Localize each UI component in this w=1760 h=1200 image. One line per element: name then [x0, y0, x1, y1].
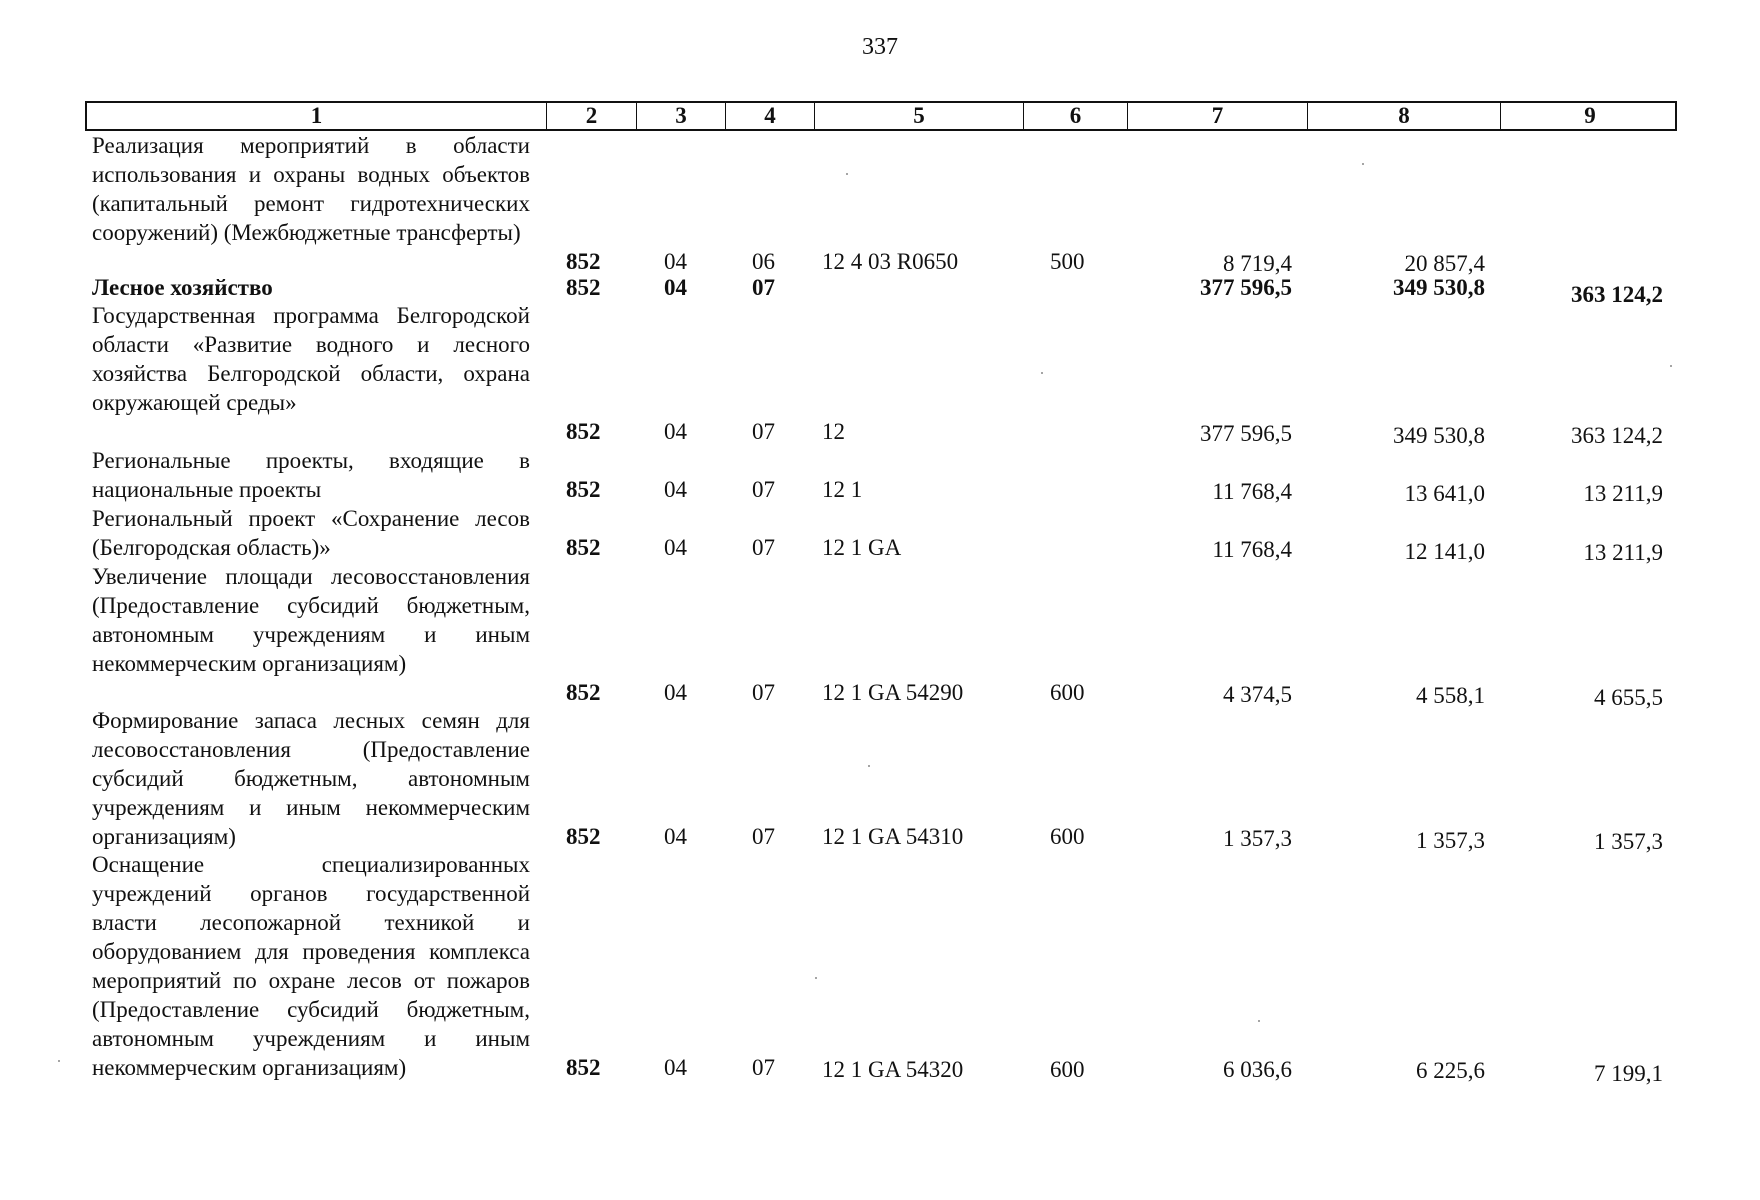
cell-code-2: 852 [566, 249, 601, 274]
cell-value-7: 11 768,4 [1212, 479, 1292, 504]
row-description: Реализация мероприятий в области использования и охраны водных объектов (капитальный ремонт гидротехнических сооружений) (Межбюджетные трансферты) [92, 133, 530, 245]
scan-speck [1362, 163, 1364, 165]
cell-code-3: 04 [664, 535, 687, 560]
scan-speck [846, 173, 848, 175]
cell-code-5: 12 1 GA 54310 [822, 824, 964, 849]
cell-code-3: 04 [664, 477, 687, 502]
header-cell: 4 [725, 103, 814, 129]
row-description: Государственная программа Белгородской области «Развитие водного и лесного хозяйства Белгородской области, охрана окружающей среды» [92, 303, 530, 415]
cell-code-2: 852 [566, 275, 601, 300]
cell-code-4: 07 [752, 275, 775, 300]
cell-code-4: 07 [752, 477, 775, 502]
cell-code-4: 07 [752, 419, 775, 444]
cell-value-8: 1 357,3 [1416, 828, 1485, 853]
cell-code-2: 852 [566, 419, 601, 444]
cell-value-9: 1 357,3 [1594, 829, 1663, 854]
row-description: Формирование запаса лесных семян для лесовосстановления (Предоставление субсидий бюджетным, автономным учреждениям и иным некоммерческим организациям) [92, 708, 530, 849]
cell-value-7: 377 596,5 [1200, 275, 1292, 300]
scan-speck [1258, 1020, 1260, 1022]
scan-speck [1670, 365, 1672, 367]
cell-code-6: 600 [1050, 680, 1085, 705]
scan-speck [868, 765, 870, 767]
cell-value-7: 6 036,6 [1223, 1057, 1292, 1082]
cell-code-3: 04 [664, 824, 687, 849]
scan-speck [1041, 372, 1043, 374]
header-cell: 9 [1500, 103, 1679, 129]
header-cell: 3 [636, 103, 725, 129]
scan-speck [58, 1060, 60, 1062]
cell-code-2: 852 [566, 680, 601, 705]
cell-value-7: 8 719,4 [1223, 251, 1292, 276]
cell-value-7: 4 374,5 [1223, 682, 1292, 707]
cell-code-2: 852 [566, 477, 601, 502]
cell-code-5: 12 1 GA 54320 [822, 1057, 964, 1082]
cell-value-9: 13 211,9 [1583, 540, 1663, 565]
cell-code-3: 04 [664, 1055, 687, 1080]
cell-code-5: 12 4 03 R0650 [822, 249, 959, 274]
row-description: Региональные проекты, входящие в национальные проекты [92, 448, 530, 502]
page-number: 337 [862, 34, 898, 60]
row-description: Оснащение специализированных учреждений органов государственной власти лесопожарной техникой и оборудованием для проведения комплекса мероприятий по охране лесов от пожаров (Предоставление субсидий бюджетным, автономным учреждениям и иным некоммерческим организациям) [92, 852, 530, 1080]
row-description: Лесное хозяйство [92, 275, 273, 300]
cell-code-3: 04 [664, 275, 687, 300]
cell-value-8: 13 641,0 [1404, 481, 1485, 506]
cell-code-5: 12 [822, 419, 845, 444]
cell-code-4: 06 [752, 249, 775, 274]
cell-code-3: 04 [664, 249, 687, 274]
cell-code-2: 852 [566, 1055, 601, 1080]
cell-value-8: 349 530,8 [1393, 275, 1485, 300]
header-cell: 5 [814, 103, 1023, 129]
row-description: Увеличение площади лесовосстановления (Предоставление субсидий бюджетным, автономным учреждениям и иным некоммерческим организациям) [92, 564, 530, 676]
cell-code-5: 12 1 [822, 477, 863, 502]
cell-code-3: 04 [664, 680, 687, 705]
cell-code-6: 600 [1050, 824, 1085, 849]
header-cell: 1 [310, 103, 323, 128]
cell-value-7: 11 768,4 [1212, 537, 1292, 562]
cell-code-3: 04 [664, 419, 687, 444]
cell-value-9: 13 211,9 [1583, 481, 1663, 506]
header-cell: 8 [1307, 103, 1500, 129]
cell-code-6: 600 [1050, 1057, 1085, 1082]
cell-code-4: 07 [752, 824, 775, 849]
cell-code-5: 12 1 GA 54290 [822, 680, 964, 705]
header-cell: 2 [546, 103, 636, 129]
cell-value-9: 7 199,1 [1594, 1061, 1663, 1086]
table-header [85, 101, 1677, 131]
scan-speck [815, 977, 817, 979]
cell-value-9: 363 124,2 [1571, 423, 1663, 448]
cell-value-8: 4 558,1 [1416, 683, 1485, 708]
cell-value-8: 20 857,4 [1404, 251, 1485, 276]
cell-code-2: 852 [566, 535, 601, 560]
cell-value-9: 4 655,5 [1594, 685, 1663, 710]
header-cell: 6 [1023, 103, 1127, 129]
cell-value-8: 12 141,0 [1404, 539, 1485, 564]
row-description: Региональный проект «Сохранение лесов (Белгородская область)» [92, 506, 530, 560]
cell-value-8: 6 225,6 [1416, 1058, 1485, 1083]
cell-code-5: 12 1 GA [822, 535, 902, 560]
cell-value-9: 363 124,2 [1571, 282, 1663, 307]
cell-code-6: 500 [1050, 249, 1085, 274]
cell-value-7: 377 596,5 [1200, 421, 1292, 446]
cell-code-2: 852 [566, 824, 601, 849]
cell-code-4: 07 [752, 1055, 775, 1080]
cell-value-7: 1 357,3 [1223, 826, 1292, 851]
cell-code-4: 07 [752, 680, 775, 705]
cell-code-4: 07 [752, 535, 775, 560]
cell-value-8: 349 530,8 [1393, 423, 1485, 448]
header-cell: 7 [1127, 103, 1307, 129]
